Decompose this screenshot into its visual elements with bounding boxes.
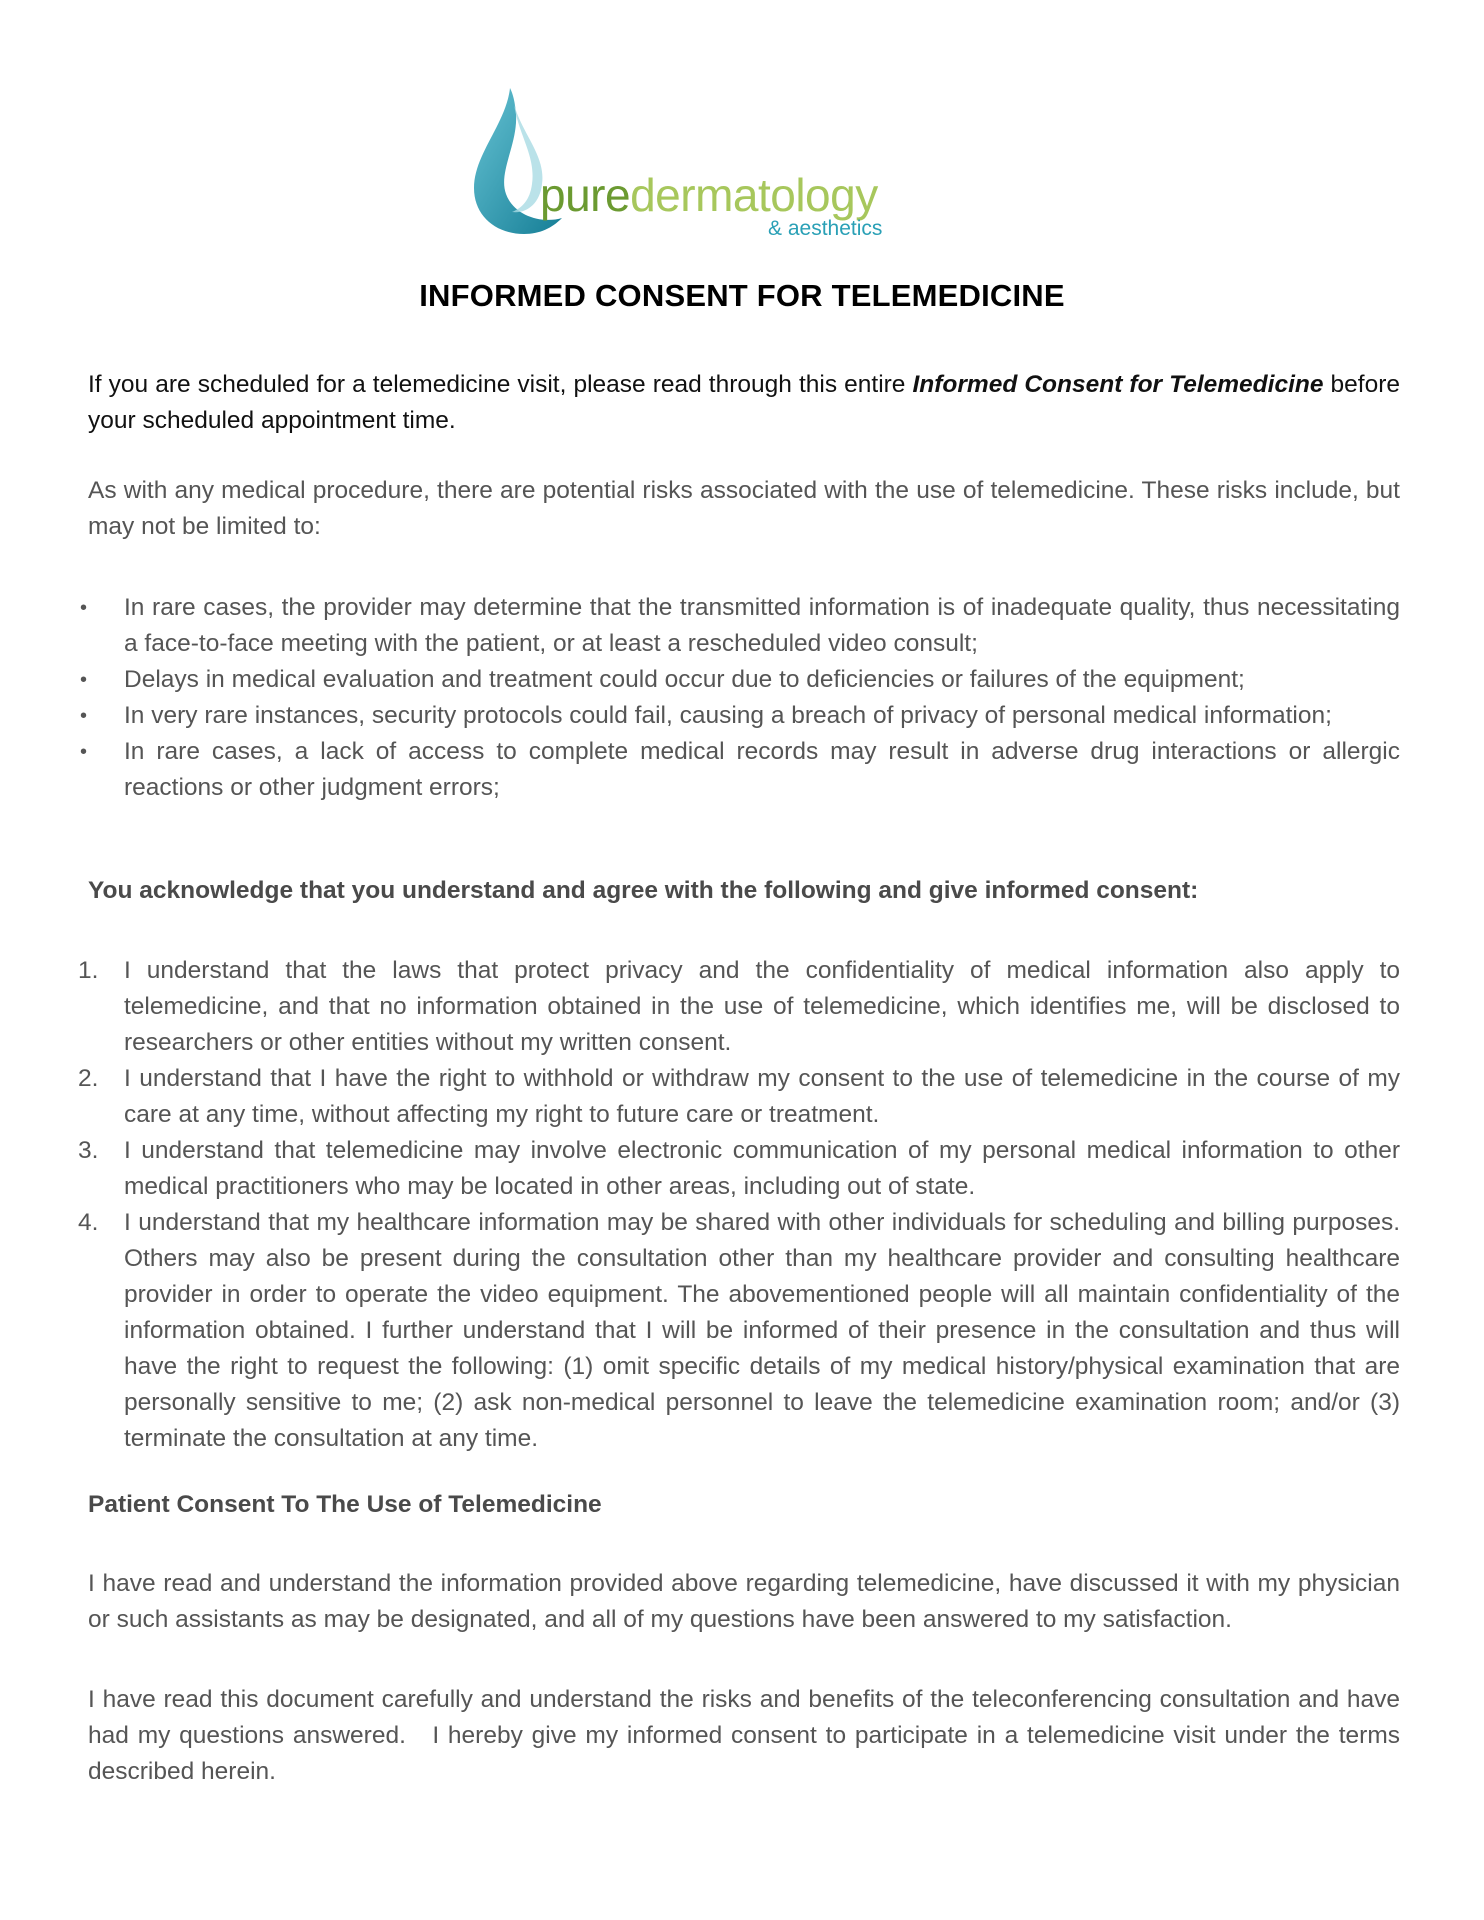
logo-subtitle: & aesthetics [768, 217, 883, 240]
document-title: INFORMED CONSENT FOR TELEMEDICINE [419, 278, 1065, 313]
list-item: • In rare cases, the provider may determine that the transmitted information is of inadequate quality, thus necessitating a face-to-face meeting with the patient, or at least a rescheduled video consult; [88, 590, 1400, 662]
consent-paragraph-1: I have read and understand the information provided above regarding telemedicine, have discussed it with my physician or such assistants as may be designated, and all of my questions have been answered to my satisfaction. [88, 1570, 1400, 1633]
risks-intro-paragraph: As with any medical procedure, there are potential risks associated with the use of telemedicine. These risks include, but may not be limited to: [88, 477, 1400, 540]
item-text: I understand that telemedicine may involve electronic communication of my personal medical information to other medical practitioners who may be located in other areas, including out of state. [124, 1137, 1400, 1200]
item-number: 1. [78, 957, 99, 984]
consent-paragraph-2: I have read this document carefully and understand the risks and benefits of the teleconferencing consultation and have had my questions answered. I hereby give my informed consent to participate in a telemedicine visit under the terms described herein. [88, 1686, 1407, 1785]
acknowledge-heading: You acknowledge that you understand and agree with the following and give informed consent: [88, 877, 1199, 904]
intro-paragraph [88, 367, 1400, 439]
list-item [78, 1133, 1400, 1205]
logo-wordmark [540, 168, 878, 222]
logo-word-pure: pure [540, 169, 631, 221]
item-text: I understand that my healthcare information may be shared with other individuals for scheduling and billing purposes. Others may also be present during the consultation other than my healthcare provider and consulting healthcare provider in order to operate the video equipment. The abovementioned people will all maintain confidentiality of the information obtained. I further understand that I will be informed of their presence in the consultation and thus will have the right to request the following: (1) omit specific details of my medical history/physical examination that are personally sensitive to me; (2) ask non-medical personnel to leave the telemedicine examination room; and/or (3) terminate the consultation at any time. [124, 1209, 1400, 1452]
consent-heading: Patient Consent To The Use of Telemedicine [88, 1491, 602, 1518]
item-number: 4. [78, 1209, 99, 1236]
pure-dermatology-logo [466, 84, 926, 244]
item-number: 3. [78, 1137, 99, 1164]
acknowledgements-list [78, 953, 1400, 1457]
item-text: I understand that I have the right to withhold or withdraw my consent to the use of telemedicine in the course of my care at any time, without affecting my right to future care or treatment. [124, 1065, 1400, 1128]
list-item: • In very rare instances, security protocols could fail, causing a breach of privacy of personal medical information; [88, 698, 1400, 734]
item-text: I understand that the laws that protect privacy and the confidentiality of medical information also apply to telemedicine, and that no information obtained in the use of telemedicine, which identifies me, will be disclosed to researchers or other entities without my written consent. [124, 957, 1400, 1056]
list-item [78, 1205, 1400, 1457]
list-item [78, 953, 1400, 1061]
item-number: 2. [78, 1065, 99, 1092]
list-item: • In rare cases, a lack of access to complete medical records may result in adverse drug interactions or allergic reactions or other judgment errors; [88, 734, 1400, 806]
intro-before: If you are scheduled for a telemedicine visit, please read through this entire [88, 371, 913, 398]
list-item [78, 1061, 1400, 1133]
logo-word-dermatology: dermatology [630, 169, 878, 221]
list-item: • Delays in medical evaluation and treatment could occur due to deficiencies or failures of the equipment; [88, 662, 1400, 698]
intro-emphasis: Informed Consent for Telemedicine [912, 371, 1324, 398]
intro-after: before your scheduled appointment time. [88, 371, 1400, 434]
risks-list [88, 590, 1400, 806]
